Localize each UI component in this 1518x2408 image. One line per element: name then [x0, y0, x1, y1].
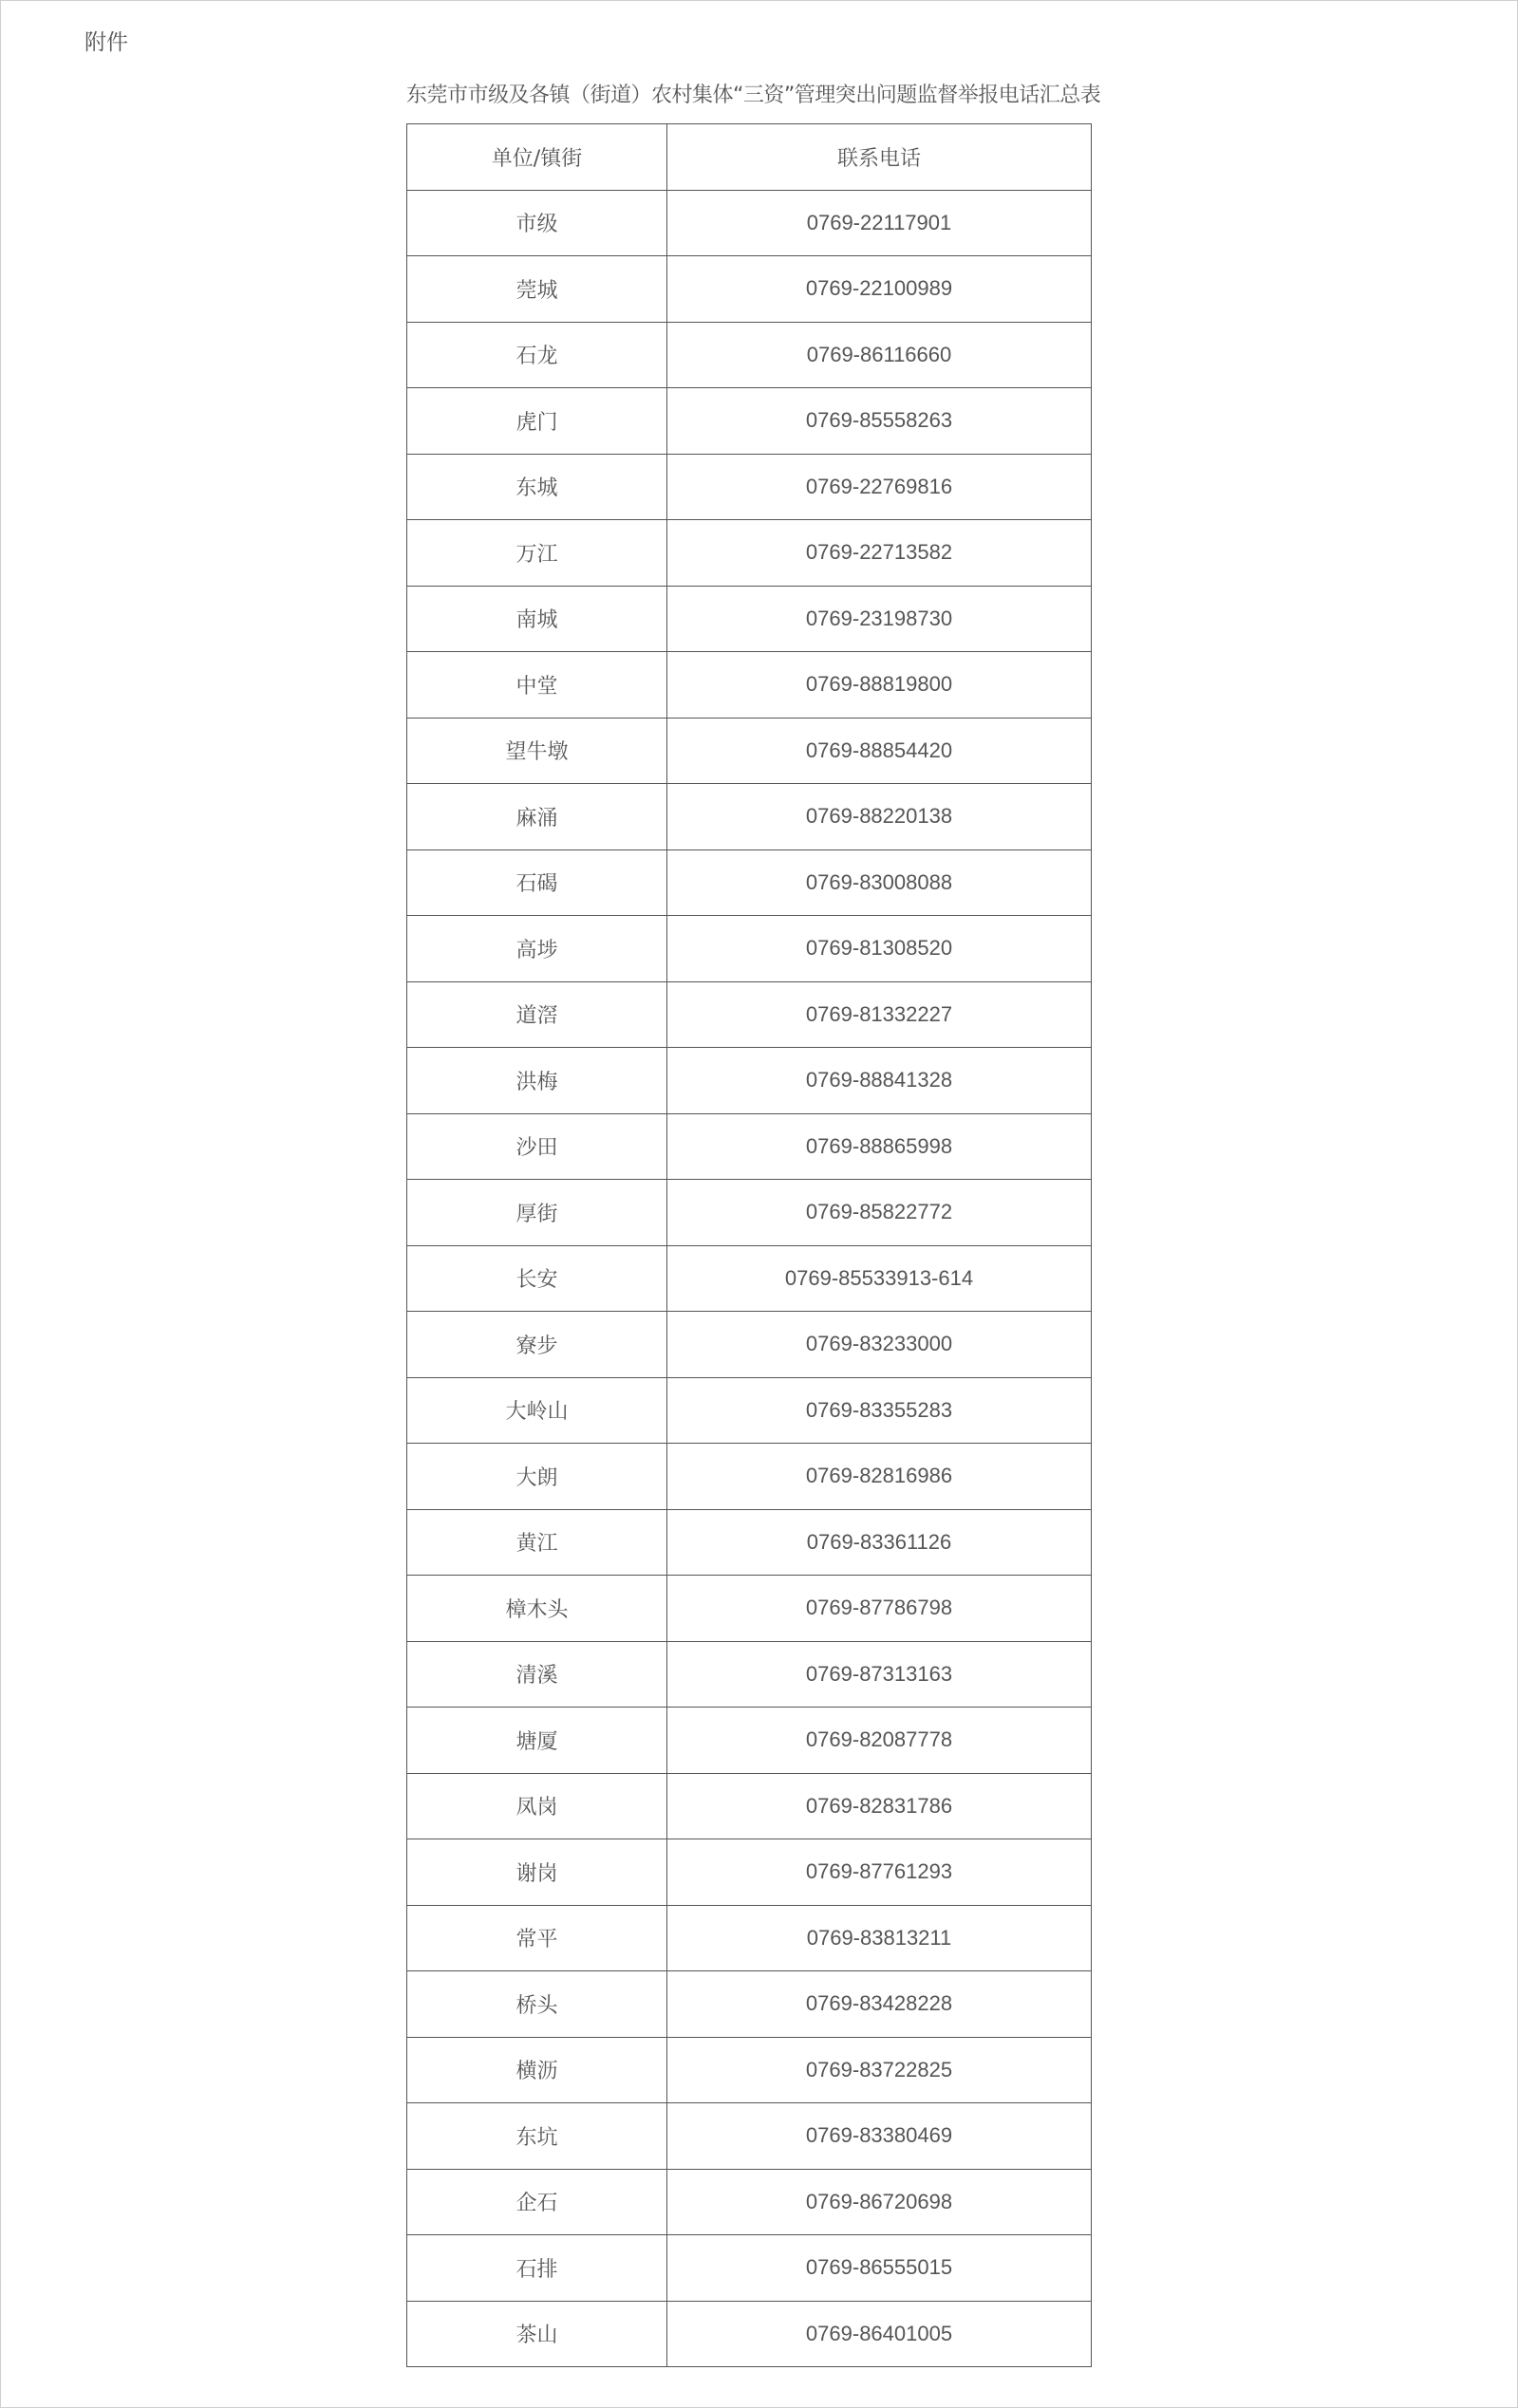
table-row — [407, 454, 1092, 520]
phone-cell: 0769-88854420 — [667, 718, 1092, 784]
table-row — [407, 2037, 1092, 2103]
table-row — [407, 1905, 1092, 1971]
unit-cell: 麻涌 — [407, 784, 667, 850]
phone-cell: 0769-22117901 — [667, 190, 1092, 256]
table-row — [407, 1509, 1092, 1576]
unit-cell: 望牛墩 — [407, 718, 667, 784]
unit-cell: 莞城 — [407, 256, 667, 323]
unit-cell: 桥头 — [407, 1971, 667, 2038]
phone-cell: 0769-87313163 — [667, 1641, 1092, 1708]
phone-cell: 0769-83233000 — [667, 1312, 1092, 1378]
unit-cell: 中堂 — [407, 652, 667, 719]
phone-cell: 0769-83361126 — [667, 1509, 1092, 1576]
phone-directory-table — [406, 123, 1092, 2367]
phone-cell: 0769-87761293 — [667, 1839, 1092, 1906]
phone-cell: 0769-83355283 — [667, 1377, 1092, 1444]
table-row — [407, 1444, 1092, 1510]
phone-cell: 0769-88819800 — [667, 652, 1092, 719]
table-row — [407, 916, 1092, 982]
table-row — [407, 1839, 1092, 1906]
phone-cell: 0769-82816986 — [667, 1444, 1092, 1510]
unit-cell: 樟木头 — [407, 1576, 667, 1642]
phone-cell: 0769-22713582 — [667, 520, 1092, 587]
table-row — [407, 2301, 1092, 2367]
unit-cell: 黄江 — [407, 1509, 667, 1576]
table-row — [407, 2169, 1092, 2235]
phone-cell: 0769-81332227 — [667, 981, 1092, 1048]
table-row — [407, 2235, 1092, 2302]
table-row — [407, 190, 1092, 256]
phone-cell: 0769-86555015 — [667, 2235, 1092, 2302]
table-row — [407, 388, 1092, 455]
unit-cell: 洪梅 — [407, 1048, 667, 1114]
phone-cell: 0769-22769816 — [667, 454, 1092, 520]
table-row — [407, 1245, 1092, 1312]
unit-cell: 东城 — [407, 454, 667, 520]
table-row — [407, 1576, 1092, 1642]
table-row — [407, 586, 1092, 652]
attachment-label: 附件 — [84, 30, 128, 55]
header-unit: 单位/镇街 — [407, 124, 667, 191]
unit-cell: 市级 — [407, 190, 667, 256]
unit-cell: 沙田 — [407, 1113, 667, 1180]
phone-cell: 0769-86401005 — [667, 2301, 1092, 2367]
table-row — [407, 2103, 1092, 2170]
table-row — [407, 1971, 1092, 2038]
unit-cell: 石排 — [407, 2235, 667, 2302]
phone-cell: 0769-88220138 — [667, 784, 1092, 850]
unit-cell: 横沥 — [407, 2037, 667, 2103]
unit-cell: 东坑 — [407, 2103, 667, 2170]
table-row — [407, 718, 1092, 784]
table-row — [407, 1377, 1092, 1444]
phone-cell: 0769-23198730 — [667, 586, 1092, 652]
unit-cell: 企石 — [407, 2169, 667, 2235]
phone-cell: 0769-83428228 — [667, 1971, 1092, 2038]
unit-cell: 石碣 — [407, 849, 667, 916]
unit-cell: 虎门 — [407, 388, 667, 455]
unit-cell: 常平 — [407, 1905, 667, 1971]
table-row — [407, 652, 1092, 719]
table-row — [407, 1641, 1092, 1708]
phone-cell: 0769-85558263 — [667, 388, 1092, 455]
phone-cell: 0769-88865998 — [667, 1113, 1092, 1180]
table-row — [407, 1708, 1092, 1774]
table-row — [407, 981, 1092, 1048]
phone-cell: 0769-83813211 — [667, 1905, 1092, 1971]
phone-cell: 0769-87786798 — [667, 1576, 1092, 1642]
phone-cell: 0769-82831786 — [667, 1773, 1092, 1839]
phone-cell: 0769-86116660 — [667, 322, 1092, 388]
table-body — [407, 190, 1092, 2367]
unit-cell: 塘厦 — [407, 1708, 667, 1774]
unit-cell: 大朗 — [407, 1444, 667, 1510]
phone-cell: 0769-88841328 — [667, 1048, 1092, 1114]
table-header-row — [407, 124, 1092, 191]
phone-cell: 0769-82087778 — [667, 1708, 1092, 1774]
unit-cell: 大岭山 — [407, 1377, 667, 1444]
phone-cell: 0769-22100989 — [667, 256, 1092, 323]
unit-cell: 南城 — [407, 586, 667, 652]
table-row — [407, 1312, 1092, 1378]
table-row — [407, 1180, 1092, 1246]
phone-cell: 0769-85533913-614 — [667, 1245, 1092, 1312]
phone-cell: 0769-85822772 — [667, 1180, 1092, 1246]
unit-cell: 凤岗 — [407, 1773, 667, 1839]
table-row — [407, 1113, 1092, 1180]
header-phone: 联系电话 — [667, 124, 1092, 191]
unit-cell: 寮步 — [407, 1312, 667, 1378]
unit-cell: 道滘 — [407, 981, 667, 1048]
phone-cell: 0769-83380469 — [667, 2103, 1092, 2170]
table-row — [407, 1773, 1092, 1839]
unit-cell: 长安 — [407, 1245, 667, 1312]
unit-cell: 高埗 — [407, 916, 667, 982]
phone-cell: 0769-83722825 — [667, 2037, 1092, 2103]
unit-cell: 厚街 — [407, 1180, 667, 1246]
table-row — [407, 1048, 1092, 1114]
table-row — [407, 322, 1092, 388]
unit-cell: 万江 — [407, 520, 667, 587]
phone-cell: 0769-83008088 — [667, 849, 1092, 916]
phone-cell: 0769-81308520 — [667, 916, 1092, 982]
unit-cell: 谢岗 — [407, 1839, 667, 1906]
table-row — [407, 520, 1092, 587]
table-row — [407, 256, 1092, 323]
table-row — [407, 849, 1092, 916]
phone-cell: 0769-86720698 — [667, 2169, 1092, 2235]
document-title: 东莞市市级及各镇（街道）农村集体“三资”管理突出问题监督举报电话汇总表 — [406, 84, 1101, 107]
unit-cell: 清溪 — [407, 1641, 667, 1708]
table-row — [407, 784, 1092, 850]
unit-cell: 石龙 — [407, 322, 667, 388]
unit-cell: 茶山 — [407, 2301, 667, 2367]
